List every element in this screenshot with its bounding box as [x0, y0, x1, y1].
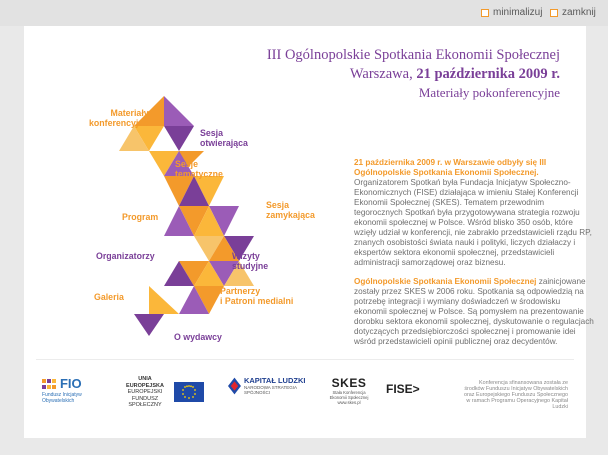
navigation-diagram	[54, 86, 354, 356]
eu-flag-icon	[174, 382, 204, 402]
fio-logo	[42, 376, 100, 404]
conference-title: III Ogólnopolskie Spotkania Ekonomii Społecznej	[266, 47, 560, 63]
intro-text	[354, 158, 594, 356]
minimize-button[interactable]	[481, 7, 542, 18]
menu-item-program[interactable]: Program	[122, 212, 159, 222]
kapital-ludzki-title: KAPITAŁ LUDZKI	[243, 376, 306, 385]
menu-item-materialy[interactable]	[89, 108, 149, 128]
conference-date	[267, 65, 560, 84]
conference-date-bold: 21 października 2009 r.	[416, 66, 560, 82]
main-panel	[24, 26, 594, 438]
fio-title: FIO	[59, 376, 82, 391]
menu-label: i Patroni medialni	[220, 296, 294, 306]
page-subtitle: Materiały pokonferencyjne	[418, 85, 560, 100]
ue-subtitle-1: EUROPEJSKI	[127, 389, 163, 395]
paragraph-1-heading: 21 października 2009 r. w Warszawie odbyły się III Ogólnopolskie Spotkania Ekonomii Społecznej.	[354, 158, 547, 177]
skes-logo	[326, 376, 372, 405]
menu-label: Wizyty	[232, 251, 260, 261]
paragraph-1	[354, 158, 594, 268]
menu-item-organizatorzy[interactable]: Organizatorzy	[96, 251, 155, 261]
triangle	[164, 96, 194, 126]
fio-subtitle: Fundusz Inicjatyw Obywatelskich	[42, 392, 82, 404]
skes-title: SKES	[331, 376, 367, 390]
menu-label: zamykająca	[266, 210, 315, 220]
paragraph-2-body: zainicjowane zostały przez SKES w 2006 roku. Spotkania są odpowiedzią na potrzebę integracji i wymiany doświadczeń w środowisku ekonomii społecznej w Polsce. Są pomysłem na prezentowanie dorobku sektora ekonomii społecznej, dyskutowanie o regulacjach dotyczących przedsiębiorczości społecznej i promowanie idei wśród przedstawicieli opinii publicznej oraz decydentów.	[354, 277, 594, 346]
funding-footnote: Konferencja sfinansowana została ze środków Funduszu Inicjatyw Obywatelskich oraz Europejskiego Funduszu Społecznego w ramach Programu Operacyjnego Kapitał Ludzki	[464, 380, 568, 410]
minimize-icon	[481, 9, 489, 17]
menu-label: Sesja	[266, 200, 289, 210]
divider	[36, 359, 574, 360]
kapital-ludzki-logo	[228, 376, 318, 395]
triangle	[164, 126, 194, 151]
conference-location: Warszawa,	[349, 66, 417, 82]
ue-title: UNIA EUROPEJSKA	[126, 376, 164, 389]
menu-label: studyjne	[232, 261, 269, 271]
menu-label: Sesja	[200, 128, 223, 138]
skes-subtitle: Stała Konferencja Ekonomii Społecznej www.skes.pl	[329, 390, 369, 405]
menu-label: Partnerzy	[220, 286, 261, 296]
sponsor-logos	[24, 366, 586, 426]
menu-item-o-wydawcy[interactable]: O wydawcy	[174, 332, 222, 342]
close-icon	[550, 9, 558, 17]
menu-label: Sesje	[175, 159, 198, 169]
kapital-ludzki-mark-icon	[228, 377, 241, 395]
menu-label: tematyczne	[175, 169, 223, 179]
menu-item-wizyty-studyjne[interactable]	[232, 251, 268, 271]
triangle	[149, 286, 179, 314]
close-label: zamknij	[562, 7, 596, 18]
menu-item-galeria[interactable]: Galeria	[94, 292, 124, 302]
menu-item-sesja-zamykajaca[interactable]	[266, 200, 315, 220]
menu-label: otwierająca	[200, 138, 248, 148]
triangle	[134, 314, 164, 336]
menu-item-sesje-tematyczne[interactable]	[175, 159, 223, 179]
paragraph-1-body: Organizatorem Spotkań była Fundacja Inicjatyw Społeczno-Ekonomicznych (FISE) działająca w imieniu Stałej Konferencji Ekonomii Społecznej (SKES). Tematem przewodnim tegorocznych Spotkań była przygotowywana strategia rozwoju ekonomii społecznej w Polsce. Wśród blisko 350 osób, które wzięły udział w konferencji, nie zabrakło przedstawicieli rządu RP, znanych osobistości świata nauki i polityki, liczych działaczy i ekspertów sektora ekonomii społecznej, przedstawicieli administracji samorządowej oraz biznesu.	[354, 178, 592, 267]
close-button[interactable]	[550, 7, 596, 18]
paragraph-2	[354, 277, 594, 347]
menu-label: Materiały	[110, 108, 149, 118]
fise-logo: FISE>	[386, 382, 420, 396]
minimize-label: minimalizuj	[493, 7, 543, 18]
ue-logo	[119, 376, 219, 409]
menu-item-sesja-otwierajaca[interactable]	[200, 128, 248, 148]
top-bar	[0, 0, 608, 26]
paragraph-2-heading: Ogólnopolskie Spotkania Ekonomii Społecznej	[354, 277, 537, 286]
menu-label: konferencyjne	[89, 118, 149, 128]
kapital-ludzki-subtitle: NARODOWA STRATEGIA SPÓJNOŚCI	[243, 385, 297, 395]
menu-item-partnerzy[interactable]	[220, 286, 293, 306]
ue-subtitle-2: FUNDUSZ SPOŁECZNY	[128, 395, 162, 408]
fio-mark-icon	[42, 377, 58, 391]
